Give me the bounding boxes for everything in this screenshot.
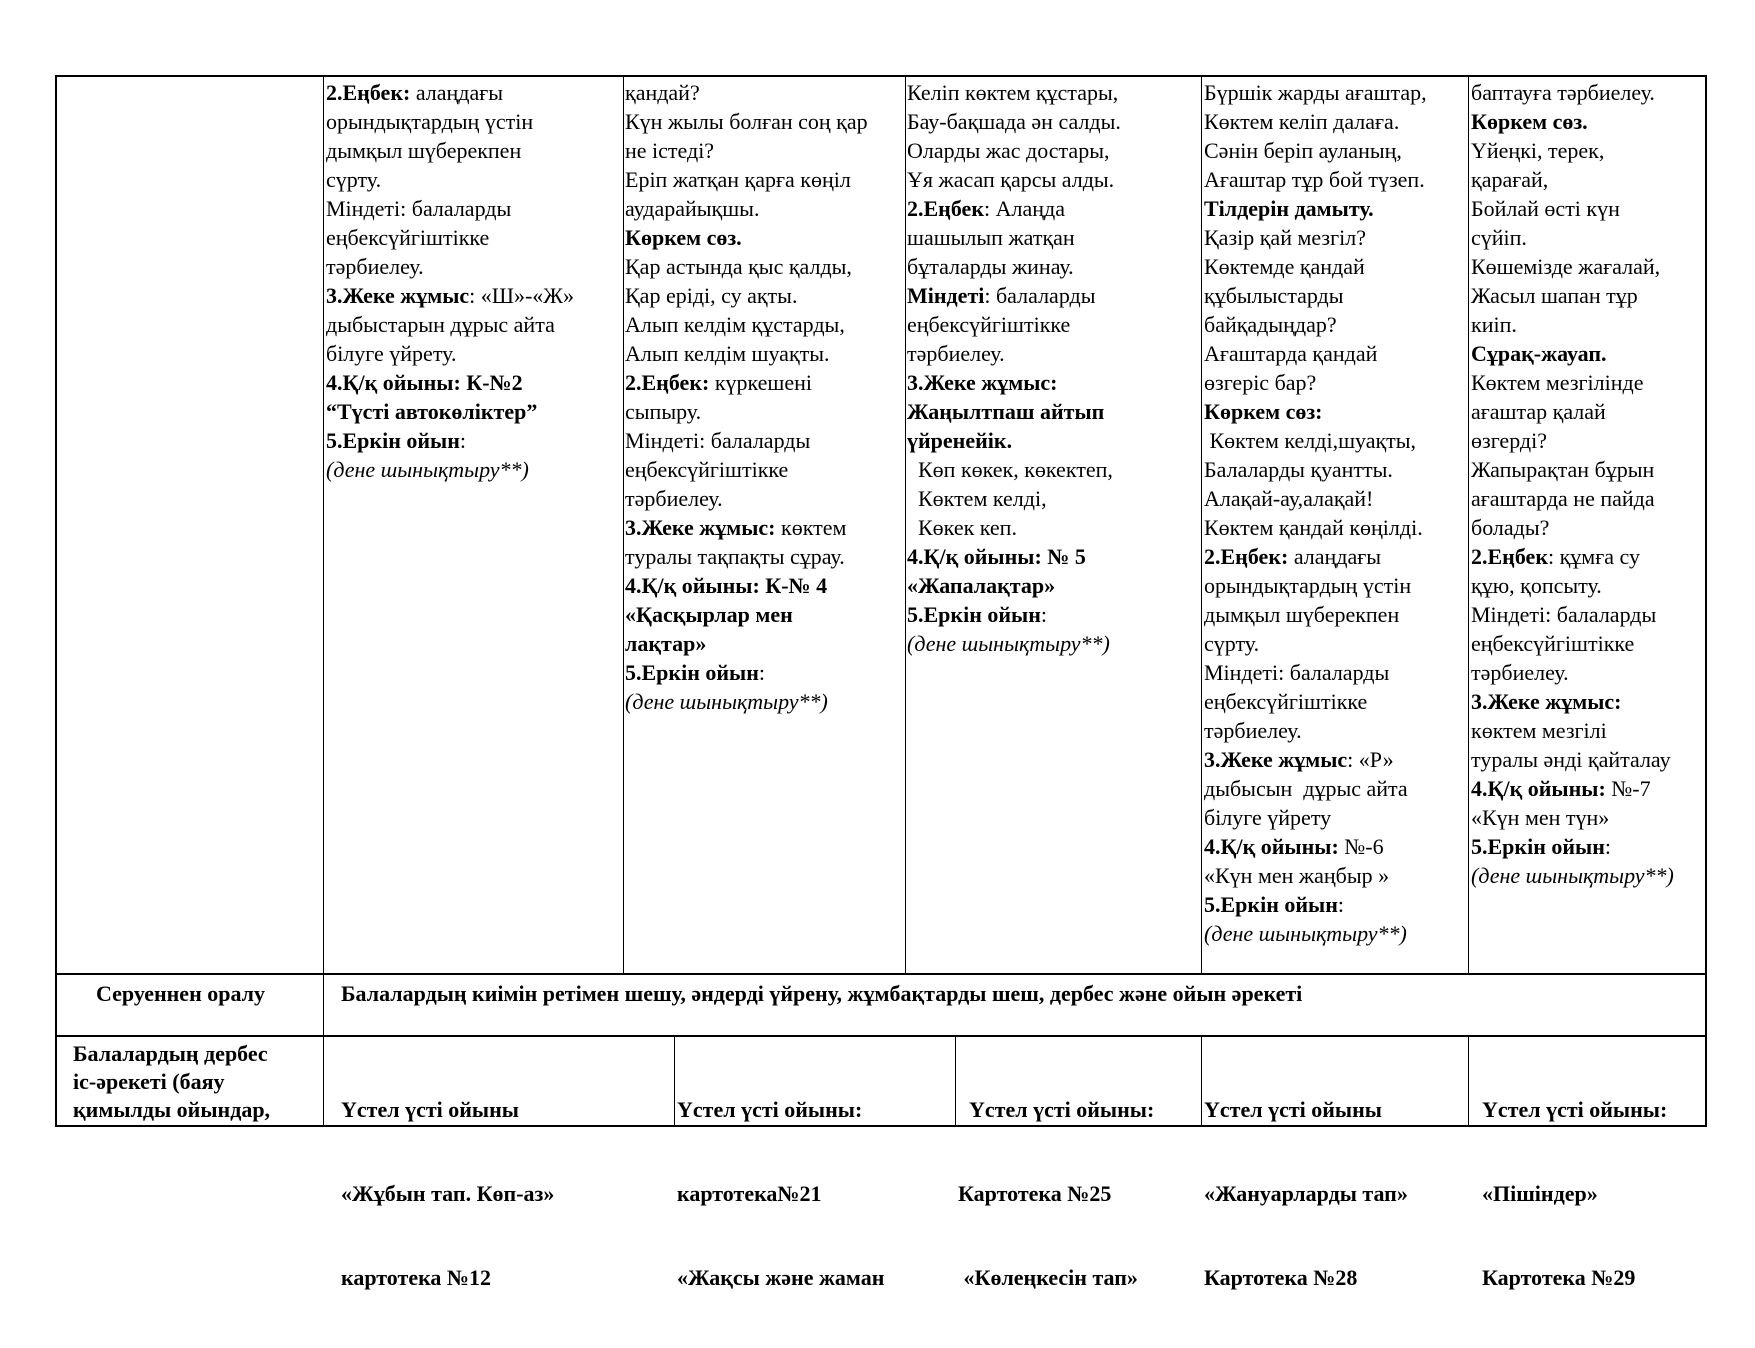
text-line [326, 426, 574, 455]
text-segment: дымқыл шүберекпен [1204, 602, 1400, 627]
text-segment: Жапырақтан бұрын [1471, 457, 1655, 482]
text-line [326, 368, 574, 397]
text-segment: Ағаштар тұр бой түзеп. [1204, 167, 1425, 192]
text-line [1471, 745, 1674, 774]
text-segment: (дене шынықтыру**) [907, 631, 1110, 656]
text-segment: Қазір қай мезгіл? [1204, 225, 1366, 250]
text-segment: 4.Қ/қ ойыны: [1204, 834, 1339, 859]
text-segment: туралы әнді қайталау [1471, 747, 1671, 772]
text-line [1204, 368, 1427, 397]
text-segment: 2.Еңбек [907, 196, 984, 221]
text-segment: : балаларды [984, 283, 1096, 308]
text-segment: «Күн мен жаңбыр » [1204, 863, 1390, 888]
text-segment: Еріп жатқан қарға көңіл [625, 167, 851, 192]
text-line [907, 600, 1121, 629]
text-segment: тәрбиелеу. [1471, 660, 1569, 685]
text-line [1204, 107, 1427, 136]
column-divider-2 [905, 75, 906, 973]
text-segment: орындықтардың үстін [326, 109, 534, 134]
text-segment: ағаштарда не пайда [1471, 486, 1655, 511]
text-segment: еңбексүйгіштікке [907, 312, 1071, 337]
text-segment: Қар еріді, су ақты. [625, 283, 798, 308]
text-segment: №-7 [1605, 776, 1651, 801]
text-segment: Күн жылы болған соң қар [625, 109, 868, 134]
text-segment: : «Р» [1347, 747, 1394, 772]
text-line [1204, 861, 1427, 890]
text-segment: 3.Жеке жұмыс: [625, 515, 776, 540]
text-line [326, 107, 574, 136]
text-line [907, 107, 1121, 136]
independent-cell-line: Үстел үсті ойыны [1204, 1097, 1382, 1122]
day-column-1 [326, 78, 574, 484]
column-divider-ind-4 [1468, 1035, 1469, 1127]
text-segment: 4.Қ/қ ойыны: К-№ 4 [625, 573, 828, 598]
text-segment: Жаңылтпаш айтып [907, 399, 1105, 424]
text-segment: : Алаңда [984, 196, 1065, 221]
text-line [625, 165, 868, 194]
text-segment: қандай? [625, 80, 700, 105]
text-line [1471, 629, 1674, 658]
text-segment: киіп. [1471, 312, 1517, 337]
text-segment: 5.Еркін ойын [326, 428, 460, 453]
text-line [1471, 223, 1674, 252]
text-line [907, 571, 1121, 600]
column-divider-4 [1468, 75, 1469, 973]
independent-cell-4 [1204, 1040, 1408, 1348]
text-line [1471, 600, 1674, 629]
return-row-label: Серуеннен оралу [96, 981, 266, 1006]
text-line [625, 571, 868, 600]
text-segment: өзгерді? [1471, 428, 1547, 453]
text-segment: : «Ш»-«Ж» [469, 283, 575, 308]
text-segment: еңбексүйгіштікке [1471, 631, 1635, 656]
table-border-right [1705, 75, 1707, 1127]
text-line [1204, 78, 1427, 107]
text-line [1204, 426, 1427, 455]
text-segment: 2.Еңбек: [1204, 544, 1289, 569]
text-segment: : [459, 428, 467, 453]
text-segment: шашылып жатқан [907, 225, 1075, 250]
text-segment: Қар астында қыс қалды, [625, 254, 852, 279]
text-line [625, 484, 868, 513]
text-line [625, 513, 868, 542]
day-column-3 [907, 78, 1121, 658]
independent-cell-line: Картотека №29 [1471, 1265, 1636, 1290]
text-line [1204, 223, 1427, 252]
text-line [1471, 107, 1674, 136]
text-segment: алаңдағы [410, 80, 504, 105]
text-segment: 4.Қ/қ ойыны: [1471, 776, 1606, 801]
independent-cell-line: Үстел үсті ойыны [341, 1097, 519, 1122]
text-segment: көктем мезгілі [1471, 718, 1607, 743]
independent-cell-line: «Көлеңкесін тап» [958, 1265, 1138, 1290]
text-line [1471, 252, 1674, 281]
text-segment: Келіп көктем құстары, [907, 80, 1119, 105]
text-line [1471, 310, 1674, 339]
text-line [907, 397, 1121, 426]
text-line [1204, 136, 1427, 165]
text-line [1471, 803, 1674, 832]
text-line [1471, 658, 1674, 687]
text-line [625, 455, 868, 484]
text-segment: 2.Еңбек: [326, 80, 411, 105]
text-segment: алаңдағы [1288, 544, 1382, 569]
text-segment: сүрту. [1204, 631, 1260, 656]
text-segment: өзгеріс бар? [1204, 370, 1317, 395]
text-segment: 4.Қ/қ ойыны: К-№2 [326, 370, 523, 395]
text-line [326, 281, 574, 310]
table-border-left [55, 75, 57, 1127]
text-segment: Көктем келді, [907, 486, 1047, 511]
text-line [907, 368, 1121, 397]
independent-cell-line: «Жануарларды тап» [1204, 1181, 1408, 1206]
text-line [907, 223, 1121, 252]
independent-cell-line: картотека №12 [341, 1265, 492, 1290]
text-line [625, 629, 868, 658]
text-segment: «Күн мен түн» [1471, 805, 1610, 830]
text-line [1471, 571, 1674, 600]
text-segment: : [1337, 892, 1345, 917]
text-segment: тәрбиелеу. [907, 341, 1005, 366]
text-line [907, 513, 1121, 542]
text-line [326, 252, 574, 281]
text-line [1204, 890, 1427, 919]
text-line [326, 194, 574, 223]
text-segment: «Қасқырлар мен [625, 602, 793, 627]
text-line [1204, 194, 1427, 223]
text-segment: : [1604, 834, 1612, 859]
text-line [1204, 658, 1427, 687]
text-line [625, 78, 868, 107]
text-segment: білуге үйрету [1204, 805, 1332, 830]
text-segment: Тілдерін дамыту. [1204, 196, 1374, 221]
text-line [625, 107, 868, 136]
text-line [625, 194, 868, 223]
text-segment: дыбыстарын дұрыс айта [326, 312, 555, 337]
text-segment: Жасыл шапан тұр [1471, 283, 1638, 308]
column-divider-ind-1 [674, 1035, 675, 1127]
independent-cell-line: «Жұбын тап. Көп-аз» [341, 1181, 555, 1206]
independent-cell-1 [341, 1040, 554, 1348]
text-segment: дыбысын дұрыс айта [1204, 776, 1408, 801]
text-line [326, 223, 574, 252]
text-line [625, 281, 868, 310]
independent-cell-line: Үстел үсті ойыны: [677, 1097, 863, 1122]
text-line [1471, 484, 1674, 513]
text-segment: : [758, 660, 766, 685]
independent-cell-line: «Пішіндер» [1471, 1181, 1598, 1206]
text-line [326, 455, 574, 484]
text-line [1471, 542, 1674, 571]
day-column-5 [1471, 78, 1674, 890]
text-segment: көктем [775, 515, 847, 540]
independent-row-label [73, 1040, 270, 1124]
text-segment: Міндеті: балаларды [1204, 660, 1390, 685]
text-segment: 2.Еңбек [1471, 544, 1548, 569]
text-line [1204, 542, 1427, 571]
text-segment: құю, қопсыту. [1471, 573, 1602, 598]
text-line [1204, 513, 1427, 542]
text-segment: тәрбиелеу. [1204, 718, 1302, 743]
text-line [625, 310, 868, 339]
column-divider-ind-2 [955, 1035, 956, 1127]
text-line [907, 194, 1121, 223]
text-segment: қарағай, [1471, 167, 1549, 192]
text-segment: Бау-бақшада ән салды. [907, 109, 1121, 134]
text-line [907, 455, 1121, 484]
text-segment: : [1040, 602, 1048, 627]
text-segment: 5.Еркін ойын [625, 660, 759, 685]
column-divider-label [323, 75, 324, 1127]
column-divider-ind-3 [1201, 1035, 1202, 1127]
table-border-top [55, 75, 1707, 77]
text-line [907, 426, 1121, 455]
text-line [1471, 194, 1674, 223]
text-segment: №-6 [1338, 834, 1384, 859]
text-line [625, 339, 868, 368]
text-segment: 3.Жеке жұмыс [1204, 747, 1348, 772]
text-line [625, 687, 868, 716]
text-segment: : құмға су [1548, 544, 1640, 569]
text-segment: Міндеті [907, 283, 985, 308]
text-segment: Көп көкек, көкектеп, [907, 457, 1113, 482]
text-line [1471, 861, 1674, 890]
text-line [907, 310, 1121, 339]
text-line [1204, 484, 1427, 513]
text-line [1471, 136, 1674, 165]
independent-row-label-line: іс-әрекеті (баяу [73, 1069, 225, 1094]
text-segment: «Жапалақтар» [907, 573, 1056, 598]
text-line [625, 136, 868, 165]
independent-cell-line: картотека№21 [677, 1181, 822, 1206]
column-divider-3 [1201, 75, 1202, 973]
text-segment: баптауға тәрбиелеу. [1471, 80, 1655, 105]
text-line [907, 252, 1121, 281]
text-line [625, 252, 868, 281]
text-line [625, 542, 868, 571]
text-line [326, 78, 574, 107]
text-segment: 3.Жеке жұмыс [326, 283, 470, 308]
text-line [1204, 165, 1427, 194]
text-line [625, 368, 868, 397]
text-line [1204, 629, 1427, 658]
text-line [1471, 774, 1674, 803]
text-segment: “Түсті автокөліктер” [326, 399, 538, 424]
text-line [1471, 513, 1674, 542]
text-segment: еңбексүйгіштікке [326, 225, 490, 250]
text-segment: туралы тақпақты сұрау. [625, 544, 845, 569]
text-line [1471, 165, 1674, 194]
text-segment: сүйіп. [1471, 225, 1527, 250]
text-segment: Көктем келді,шуақты, [1204, 428, 1417, 453]
text-segment: тәрбиелеу. [625, 486, 723, 511]
text-segment: 5.Еркін ойын [1471, 834, 1605, 859]
text-line [1471, 455, 1674, 484]
text-segment: Алақай-ау,алақай! [1204, 486, 1374, 511]
text-segment: Көкек кеп. [907, 515, 1017, 540]
text-segment: 2.Еңбек: [625, 370, 710, 395]
text-segment: бұталарды жинау. [907, 254, 1074, 279]
text-segment: дымқыл шүберекпен [326, 138, 522, 163]
text-segment: (дене шынықтыру**) [625, 689, 828, 714]
text-line [326, 339, 574, 368]
text-line [907, 629, 1121, 658]
text-line [1471, 716, 1674, 745]
independent-cell-5 [1471, 1040, 1667, 1348]
independent-cell-2 [677, 1040, 884, 1348]
text-line [907, 339, 1121, 368]
text-segment: Ұя жасап қарсы алды. [907, 167, 1115, 192]
text-segment: Көктем келіп далаға. [1204, 109, 1400, 134]
text-segment: Алып келдім құстарды, [625, 312, 845, 337]
text-segment: лақтар» [625, 631, 707, 656]
text-segment: 3.Жеке жұмыс: [1471, 689, 1622, 714]
text-line [1204, 745, 1427, 774]
text-line [1204, 455, 1427, 484]
return-row-text: Балалардың киімін ретімен шешу, әндерді үйрену, жұмбақтарды шеш, дербес және ойын әрекеті [341, 981, 1303, 1006]
independent-cell-line: Картотека №28 [1204, 1265, 1358, 1290]
day-column-2 [625, 78, 868, 716]
text-segment: білуге үйрету. [326, 341, 457, 366]
text-segment: Көшемізде жағалай, [1471, 254, 1661, 279]
text-line [1204, 832, 1427, 861]
text-line [1204, 252, 1427, 281]
text-segment: үйренейік. [907, 428, 1013, 453]
text-line [625, 397, 868, 426]
text-segment: Міндеті: балаларды [625, 428, 811, 453]
text-segment: (дене шынықтыру**) [1204, 921, 1407, 946]
text-line [1204, 571, 1427, 600]
text-line [907, 484, 1121, 513]
text-segment: Балаларды қуантты. [1204, 457, 1393, 482]
text-line [1471, 281, 1674, 310]
text-line [326, 310, 574, 339]
text-line [625, 426, 868, 455]
text-segment: Сұрақ-жауап. [1471, 341, 1607, 366]
text-line [1204, 339, 1427, 368]
text-line [326, 165, 574, 194]
text-segment: болады? [1471, 515, 1550, 540]
text-line [1471, 397, 1674, 426]
text-line [326, 136, 574, 165]
text-segment: Үйеңкі, терек, [1471, 138, 1605, 163]
text-segment: Көктем қандай көңілді. [1204, 515, 1423, 540]
text-segment: Міндеті: балаларды [1471, 602, 1657, 627]
text-line [1471, 368, 1674, 397]
text-segment: Алып келдім шуақты. [625, 341, 830, 366]
independent-row-label-line: Балалардың дербес [73, 1041, 268, 1066]
text-segment: Бойлай өсті күн [1471, 196, 1620, 221]
text-segment: байқадыңдар? [1204, 312, 1337, 337]
text-segment: құбылыстарды [1204, 283, 1344, 308]
text-segment: Бүршік жарды ағаштар, [1204, 80, 1427, 105]
text-segment: Оларды жас достары, [907, 138, 1110, 163]
text-line [625, 658, 868, 687]
column-divider-1 [623, 75, 624, 973]
text-line [1204, 716, 1427, 745]
text-line [907, 136, 1121, 165]
day-column-4 [1204, 78, 1427, 948]
text-segment: Көктемде қандай [1204, 254, 1365, 279]
text-segment: Сәнін беріп ауланың, [1204, 138, 1402, 163]
text-line [1204, 397, 1427, 426]
text-line [1204, 310, 1427, 339]
text-line [1471, 426, 1674, 455]
independent-cell-3 [958, 1040, 1154, 1348]
text-segment: сыпыру. [625, 399, 702, 424]
text-line [1471, 687, 1674, 716]
text-line [1204, 281, 1427, 310]
text-segment: еңбексүйгіштікке [625, 457, 789, 482]
text-segment: орындықтардың үстін [1204, 573, 1412, 598]
text-segment: 3.Жеке жұмыс: [907, 370, 1058, 395]
text-segment: Көктем мезгілінде [1471, 370, 1644, 395]
text-segment: Көркем сөз: [1204, 399, 1323, 424]
text-line [1471, 832, 1674, 861]
text-segment: (дене шынықтыру**) [326, 457, 529, 482]
text-segment: (дене шынықтыру**) [1471, 863, 1674, 888]
row-divider-independent [55, 1035, 1707, 1037]
text-line [1204, 919, 1427, 948]
text-segment: 5.Еркін ойын [907, 602, 1041, 627]
text-segment: Көркем сөз. [1471, 109, 1588, 134]
text-line [1204, 687, 1427, 716]
text-line [1204, 803, 1427, 832]
independent-cell-line: Үстел үсті ойыны: [1471, 1097, 1668, 1122]
text-segment: 4.Қ/қ ойыны: № 5 [907, 544, 1086, 569]
independent-cell-line: «Жақсы және жаман [677, 1265, 885, 1290]
row-divider-return [55, 973, 1707, 975]
text-line [907, 542, 1121, 571]
text-segment: не істеді? [625, 138, 715, 163]
text-line [1471, 339, 1674, 368]
text-segment: ағаштар қалай [1471, 399, 1606, 424]
text-line [1204, 774, 1427, 803]
text-line [1204, 600, 1427, 629]
text-line [907, 165, 1121, 194]
independent-cell-line: Картотека №25 [958, 1181, 1112, 1206]
text-segment: аударайықшы. [625, 196, 760, 221]
independent-row-label-line: қимылды ойындар, [73, 1097, 271, 1122]
text-segment: тәрбиелеу. [326, 254, 424, 279]
text-line [1471, 78, 1674, 107]
text-segment: сүрту. [326, 167, 382, 192]
text-segment: Ағаштарда қандай [1204, 341, 1378, 366]
text-segment: еңбексүйгіштікке [1204, 689, 1368, 714]
text-line [907, 78, 1121, 107]
independent-cell-line: Үстел үсті ойыны: [958, 1097, 1155, 1122]
text-line [326, 397, 574, 426]
text-segment: 5.Еркін ойын [1204, 892, 1338, 917]
text-line [625, 600, 868, 629]
text-segment: Көркем сөз. [625, 225, 742, 250]
text-line [907, 281, 1121, 310]
text-segment: Міндеті: балаларды [326, 196, 512, 221]
text-segment: күркешені [709, 370, 813, 395]
text-line [625, 223, 868, 252]
